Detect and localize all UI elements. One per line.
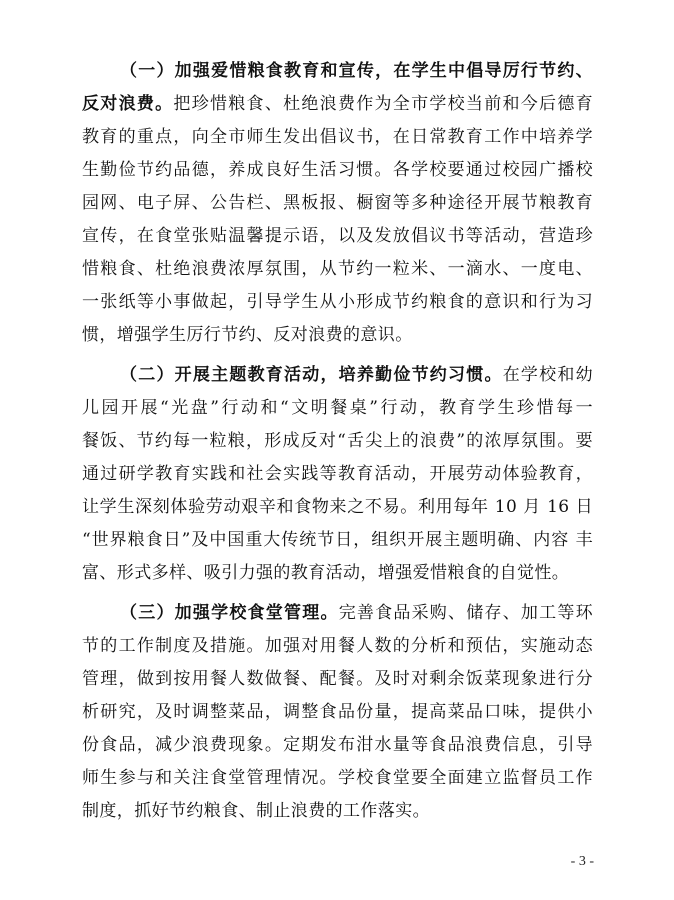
paragraph-2-line-1: （二）开展主题教育活动，培养勤俭节约习惯。在学校和幼: [120, 365, 593, 385]
paragraph-1-line-4: 生勤俭节约品德，养成良好生活习惯。各学校要通过校园广播校: [82, 160, 593, 180]
paragraph-1-line-5: 园网、电子屏、公告栏、黑板报、橱窗等多种途径开展节粮教育: [82, 193, 593, 213]
paragraph-1-line-8: 一张纸等小事做起，引导学生从小形成节约粮食的意识和行为习: [82, 292, 593, 312]
paragraph-3-line-5: 份食品，减少浪费现象。定期发布泔水量等食品浪费信息，引导: [82, 735, 593, 755]
paragraph-1-line-7: 惜粮食、杜绝浪费浓厚氛围，从节约一粒米、一滴水、一度电、: [82, 259, 593, 279]
paragraph-1-line-2: 反对浪费。把珍惜粮食、杜绝浪费作为全市学校当前和今后德育: [82, 94, 594, 114]
section-3-heading: （三）加强学校食堂管理。: [120, 603, 339, 623]
paragraph-1-line-9: 惯，增强学生厉行节约、反对浪费的意识。: [82, 325, 413, 345]
paragraph-2-line-7: 富、形式多样、吸引力强的教育活动，增强爱惜粮食的自觉性。: [82, 563, 570, 583]
paragraph-3-line-1: （三）加强学校食堂管理。完善食品采购、储存、加工等环: [120, 603, 593, 623]
paragraph-2-line-5: 让学生深刻体验劳动艰辛和食物来之不易。利用每年 10 月 16 日: [82, 497, 593, 517]
paragraph-3-line-6: 师生参与和关注食堂管理情况。学校食堂要全面建立监督员工作: [82, 768, 593, 788]
paragraph-1-line-3: 教育的重点，向全市师生发出倡议书，在日常教育工作中培养学: [82, 127, 593, 147]
section-1-heading: （一）加强爱惜粮食教育和宣传，在学生中倡导厉行节约、: [120, 61, 593, 81]
page-number: - 3 -: [570, 854, 594, 869]
paragraph-3-line-3: 管理，做到按用餐人数做餐、配餐。及时对剩余饭菜现象进行分: [82, 669, 593, 689]
paragraph-2-line-4: 通过研学教育实践和社会实践等教育活动，开展劳动体验教育，: [82, 464, 593, 484]
section-2-heading: （二）开展主题教育活动，培养勤俭节约习惯。: [120, 365, 503, 385]
paragraph-1-line-6: 宣传，在食堂张贴温馨提示语，以及发放倡议书等活动，营造珍: [82, 226, 593, 246]
paragraph-3-line-4: 析研究，及时调整菜品，调整食品份量，提高菜品口味，提供小: [82, 702, 593, 722]
paragraph-3-line-2: 节的工作制度及措施。加强对用餐人数的分析和预估，实施动态: [82, 636, 593, 656]
paragraph-2-line-3: 餐饭、节约每一粒粮，形成反对“舌尖上的浪费”的浓厚氛围。要: [82, 431, 593, 451]
paragraph-3-line-7: 制度，抓好节约粮食、制止浪费的工作落实。: [82, 801, 430, 821]
section-1-heading-cont: 反对浪费。: [82, 94, 174, 114]
paragraph-2-line-6: “世界粮食日”及中国重大传统节日，组织开展主题明确、内容 丰: [82, 530, 593, 550]
paragraph-1-line-1: [120, 57, 593, 85]
paragraph-2-line-2: 儿园开展“光盘”行动和“文明餐桌”行动，教育学生珍惜每一: [82, 398, 593, 418]
